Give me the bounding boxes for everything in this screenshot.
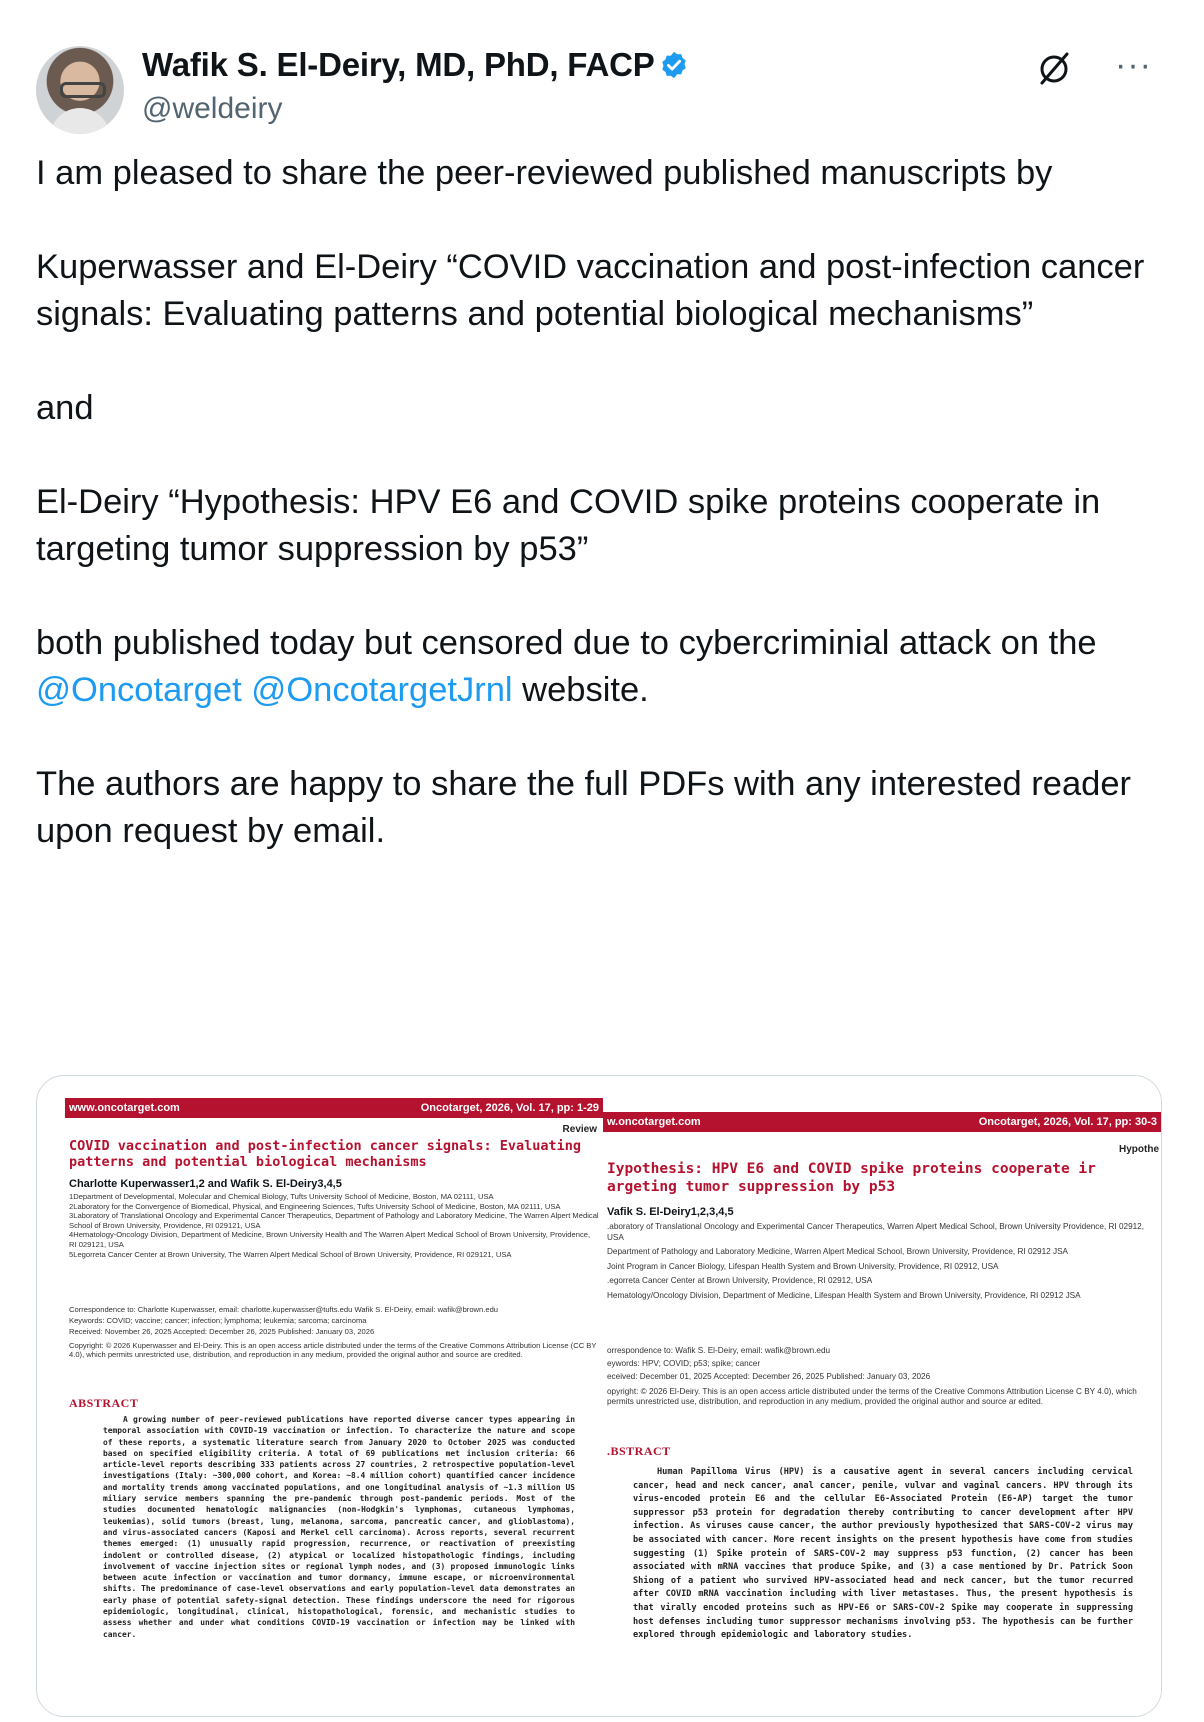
paper-meta bbox=[69, 1304, 599, 1359]
affiliation: .egorreta Cancer Center at Brown University, Providence, RI 02912, USA bbox=[607, 1276, 873, 1286]
tweet-text bbox=[36, 150, 1166, 855]
author-name[interactable]: Wafik S. El-Deiry, MD, PhD, FACP bbox=[142, 46, 655, 83]
abstract-text: A growing number of peer-reviewed publications have reported diverse cancer types appearing in temporal association with COVID-19 vaccination or infection. To characterize the nature and scope of these reports, a systematic literature search from January 2020 to October 2025 was conducted based on specified eligibility criteria. A total of 69 publications met inclusion criteria: 66 article-level reports describing 333 patients across 27 countries, 2 retrospective population-level investigations (Italy: ~300,000 cohort, and Korea: ~8.4 million cohort) quantified cancer incidence and mortality trends among vaccinated populations, and one longitudinal analysis of ~1.3 million US miliary service members spanning the pre-pandemic through post-pandemic periods. Most of the studies documented hematologic malignancies (non-Hodgkin's lymphomas, cutaneous lymphomas, leukemias), solid tumors (breast, lung, melanoma, sarcoma, pancreatic cancer, and glioblastoma), and virus-associated cancers (Kaposi and Merkel cell carcinoma). Across reports, several recurrent themes emerged: (1) unusually rapid progression, recurrence, or reactivation of preexisting indolent or controlled disease, (2) atypical or localized histopathologic findings, including involvement of vaccine injection sites or regional lymph nodes, and (3) proposed immunologic links between acute infection or vaccination and tumor dormancy, immune escape, or microenvironmental shifts. The predominance of case-level observations and early population-level data demonstrates an early phase of potential safety-signal detection. These findings underscore the need for rigorous epidemiologic, longitudinal, clinical, histopathological, forensic, and mechanistic studies to assess whether and under what conditions COVID-19 vaccination or infection may be linked with cancer. bbox=[103, 1415, 575, 1639]
tweet-paragraph: The authors are happy to share the full PDFs with any interested reader upon request by email. bbox=[36, 765, 1132, 850]
verified-badge-icon bbox=[659, 50, 689, 88]
avatar-glasses bbox=[60, 82, 106, 98]
keywords: eywords: HPV; COVID; p53; spike; cancer bbox=[607, 1359, 761, 1368]
journal-banner bbox=[603, 1112, 1162, 1132]
author-name-row[interactable] bbox=[142, 46, 689, 88]
tweet-paragraph: Kuperwasser and El-Deiry “COVID vaccination and post-infection cancer signals: Evaluating patterns and potential biological mechanisms” bbox=[36, 248, 1145, 333]
affiliation: 1Department of Developmental, Molecular and Chemical Biology, Tufts University School of Medicine, Boston, MA 02111, USA bbox=[69, 1192, 494, 1201]
author-handle[interactable]: @weldeiry bbox=[142, 92, 283, 125]
dates: Received: November 26, 2025 Accepted: December 26, 2025 Published: January 03, 2026 bbox=[69, 1327, 375, 1336]
affiliation: Hematology/Oncology Division, Department of Medicine, Lifespan Health System and Brown University, Providence, RI 02912 JSA bbox=[607, 1290, 1081, 1300]
paper-image-1[interactable] bbox=[65, 1076, 605, 1716]
grok-icon[interactable] bbox=[1034, 48, 1074, 88]
paper-title: Iypothesis: HPV E6 and COVID spike proteins cooperate ir argeting tumor suppression by p53 bbox=[607, 1161, 1096, 1195]
mention-link-oncotargetjrnl[interactable]: @OncotargetJrnl bbox=[251, 671, 513, 709]
paper-affiliations bbox=[69, 1192, 599, 1259]
mention-link-oncotarget[interactable]: @Oncotarget bbox=[36, 671, 242, 709]
paper-title: COVID vaccination and post-infection cancer signals: Evaluating patterns and potential biological mechanisms bbox=[69, 1138, 582, 1170]
journal-citation: Oncotarget, 2026, Vol. 17, pp: 30-3 bbox=[978, 1116, 1157, 1128]
tweet-text-span: both published today but censored due to cybercriminial attack on the bbox=[36, 624, 1097, 662]
paper-meta bbox=[607, 1344, 1157, 1407]
paper-image-2[interactable] bbox=[603, 1076, 1162, 1716]
affiliation: 5Legorreta Cancer Center at Brown University, The Warren Alpert Medical School of Brown University, Providence, RI 029121, USA bbox=[69, 1249, 512, 1259]
abstract-heading: .BSTRACT bbox=[607, 1444, 671, 1458]
dates: eceived: December 01, 2025 Accepted: December 26, 2025 Published: January 03, 2026 bbox=[607, 1372, 931, 1381]
affiliation: .aboratory of Translational Oncology and Experimental Cancer Therapeutics, Warren Alpert Medical School, Brown University Providence, RI 02912, USA bbox=[607, 1222, 1144, 1242]
affiliation: Joint Program in Cancer Biology, Lifespan Health System and Brown University, Providence, RI 02912, USA bbox=[607, 1261, 999, 1271]
tweet-media[interactable] bbox=[36, 1075, 1162, 1717]
avatar[interactable] bbox=[36, 46, 124, 134]
tweet-paragraph: I am pleased to share the peer-reviewed published manuscripts by bbox=[36, 154, 1053, 192]
correspondence: orrespondence to: Wafik S. El-Deiry, email: wafik@brown.edu bbox=[607, 1346, 831, 1355]
copyright: Copyright: © 2026 Kuperwasser and El-Deiry. This is an open access article distributed under the terms of the Creative Commons Attribution License (CC BY 4.0), which permits unrestricted use, distribution, and reproduction in any medium, provided the original author and source are credited. bbox=[69, 1341, 597, 1359]
journal-banner bbox=[65, 1098, 605, 1118]
copyright: opyright: © 2026 El-Deiry. This is an open access article distributed under the terms of the Creative Commons Attribution License C BY 4.0), which permits unrestricted use, distribution, and reproduction in any medium, provided the original author and source ar edited. bbox=[607, 1387, 1137, 1406]
more-icon[interactable]: ··· bbox=[1115, 46, 1152, 84]
tweet-paragraph: and bbox=[36, 389, 94, 427]
correspondence: Correspondence to: Charlotte Kuperwasser, email: charlotte.kuperwasser@tufts.edu Wafik S. El-Deiry, email: wafik@brown.edu bbox=[69, 1305, 499, 1314]
keywords: Keywords: COVID; vaccine; cancer; infection; lymphoma; leukemia; sarcoma; carcinoma bbox=[69, 1316, 367, 1325]
abstract-text: Human Papilloma Virus (HPV) is a causative agent in several cancers including cervical cancer, head and neck cancer, anal cancer, penile, vulvar and vaginal cancers. HPV through its virus-encoded protein E6 and the cellular E6-Associated Protein (E6-AP) target the tumor suppressor p53 protein for degradation thereby contributing to cancer development after HPV infection. As viruses cause cancer, the author previously hypothesized that SARS-COV-2 virus may be associated with cancer. More recent insights on the present hypothesis have come from studies suggesting (1) Spike protein of SARS-COV-2 may suppress p53 function, (2) cancer has been associated with mRNA vaccines that produce Spike, and (3) a case mentioned by Dr. Patrick Soon Shiong of a patient who survived HPV-associated head and neck cancer, but the tumor recurred after COVID mRNA vaccination including with liver metastases. Thus, the present hypothesis is that virally encoded proteins such as HPV-E6 or SARS-COV-2 Spike may cooperate in suppressing host defenses including tumor suppressor mechanisms involving p53. The hypothesis can be further explored through epidemiologic and laboratory studies. bbox=[633, 1467, 1133, 1641]
journal-site: www.oncotarget.com bbox=[69, 1102, 180, 1114]
affiliation: 3Laboratory of Translational Oncology and Experimental Cancer Therapeutics, Department of Pathology and Laboratory Medicine, The Warren Alpert Medical School of Brown University, Providence, RI 029121, USA bbox=[69, 1211, 599, 1230]
article-type: Review bbox=[562, 1124, 597, 1135]
article-type: Hypothe bbox=[1119, 1144, 1159, 1155]
journal-site: w.oncotarget.com bbox=[607, 1116, 701, 1128]
tweet-paragraph bbox=[36, 620, 1166, 714]
affiliation: 4Hematology-Oncology Division, Department of Medicine, Brown University Health and The Warren Alpert Medical School of Brown University, Providence, RI 029121, USA bbox=[69, 1230, 591, 1249]
affiliation: Department of Pathology and Laboratory Medicine, Warren Alpert Medical School, Brown University, Providence, RI 02912 JSA bbox=[607, 1247, 1069, 1257]
journal-citation: Oncotarget, 2026, Vol. 17, pp: 1-29 bbox=[420, 1102, 599, 1114]
abstract-heading: ABSTRACT bbox=[69, 1396, 139, 1410]
tweet-header bbox=[36, 40, 1166, 140]
paper-authors: Charlotte Kuperwasser1,2 and Wafik S. El-Deiry3,4,5 bbox=[69, 1178, 342, 1190]
tweet-paragraph: El-Deiry “Hypothesis: HPV E6 and COVID spike proteins cooperate in targeting tumor suppression by p53” bbox=[36, 483, 1101, 568]
avatar-shirt bbox=[50, 108, 110, 134]
paper-authors: Vafik S. El-Deiry1,2,3,4,5 bbox=[607, 1206, 734, 1218]
tweet-text-span: website. bbox=[512, 671, 649, 709]
affiliation: 2Laboratory for the Convergence of Biomedical, Physical, and Engineering Sciences, Tufts University School of Medicine, Boston, MA 02111, USA bbox=[69, 1201, 561, 1211]
paper-affiliations bbox=[607, 1222, 1157, 1302]
